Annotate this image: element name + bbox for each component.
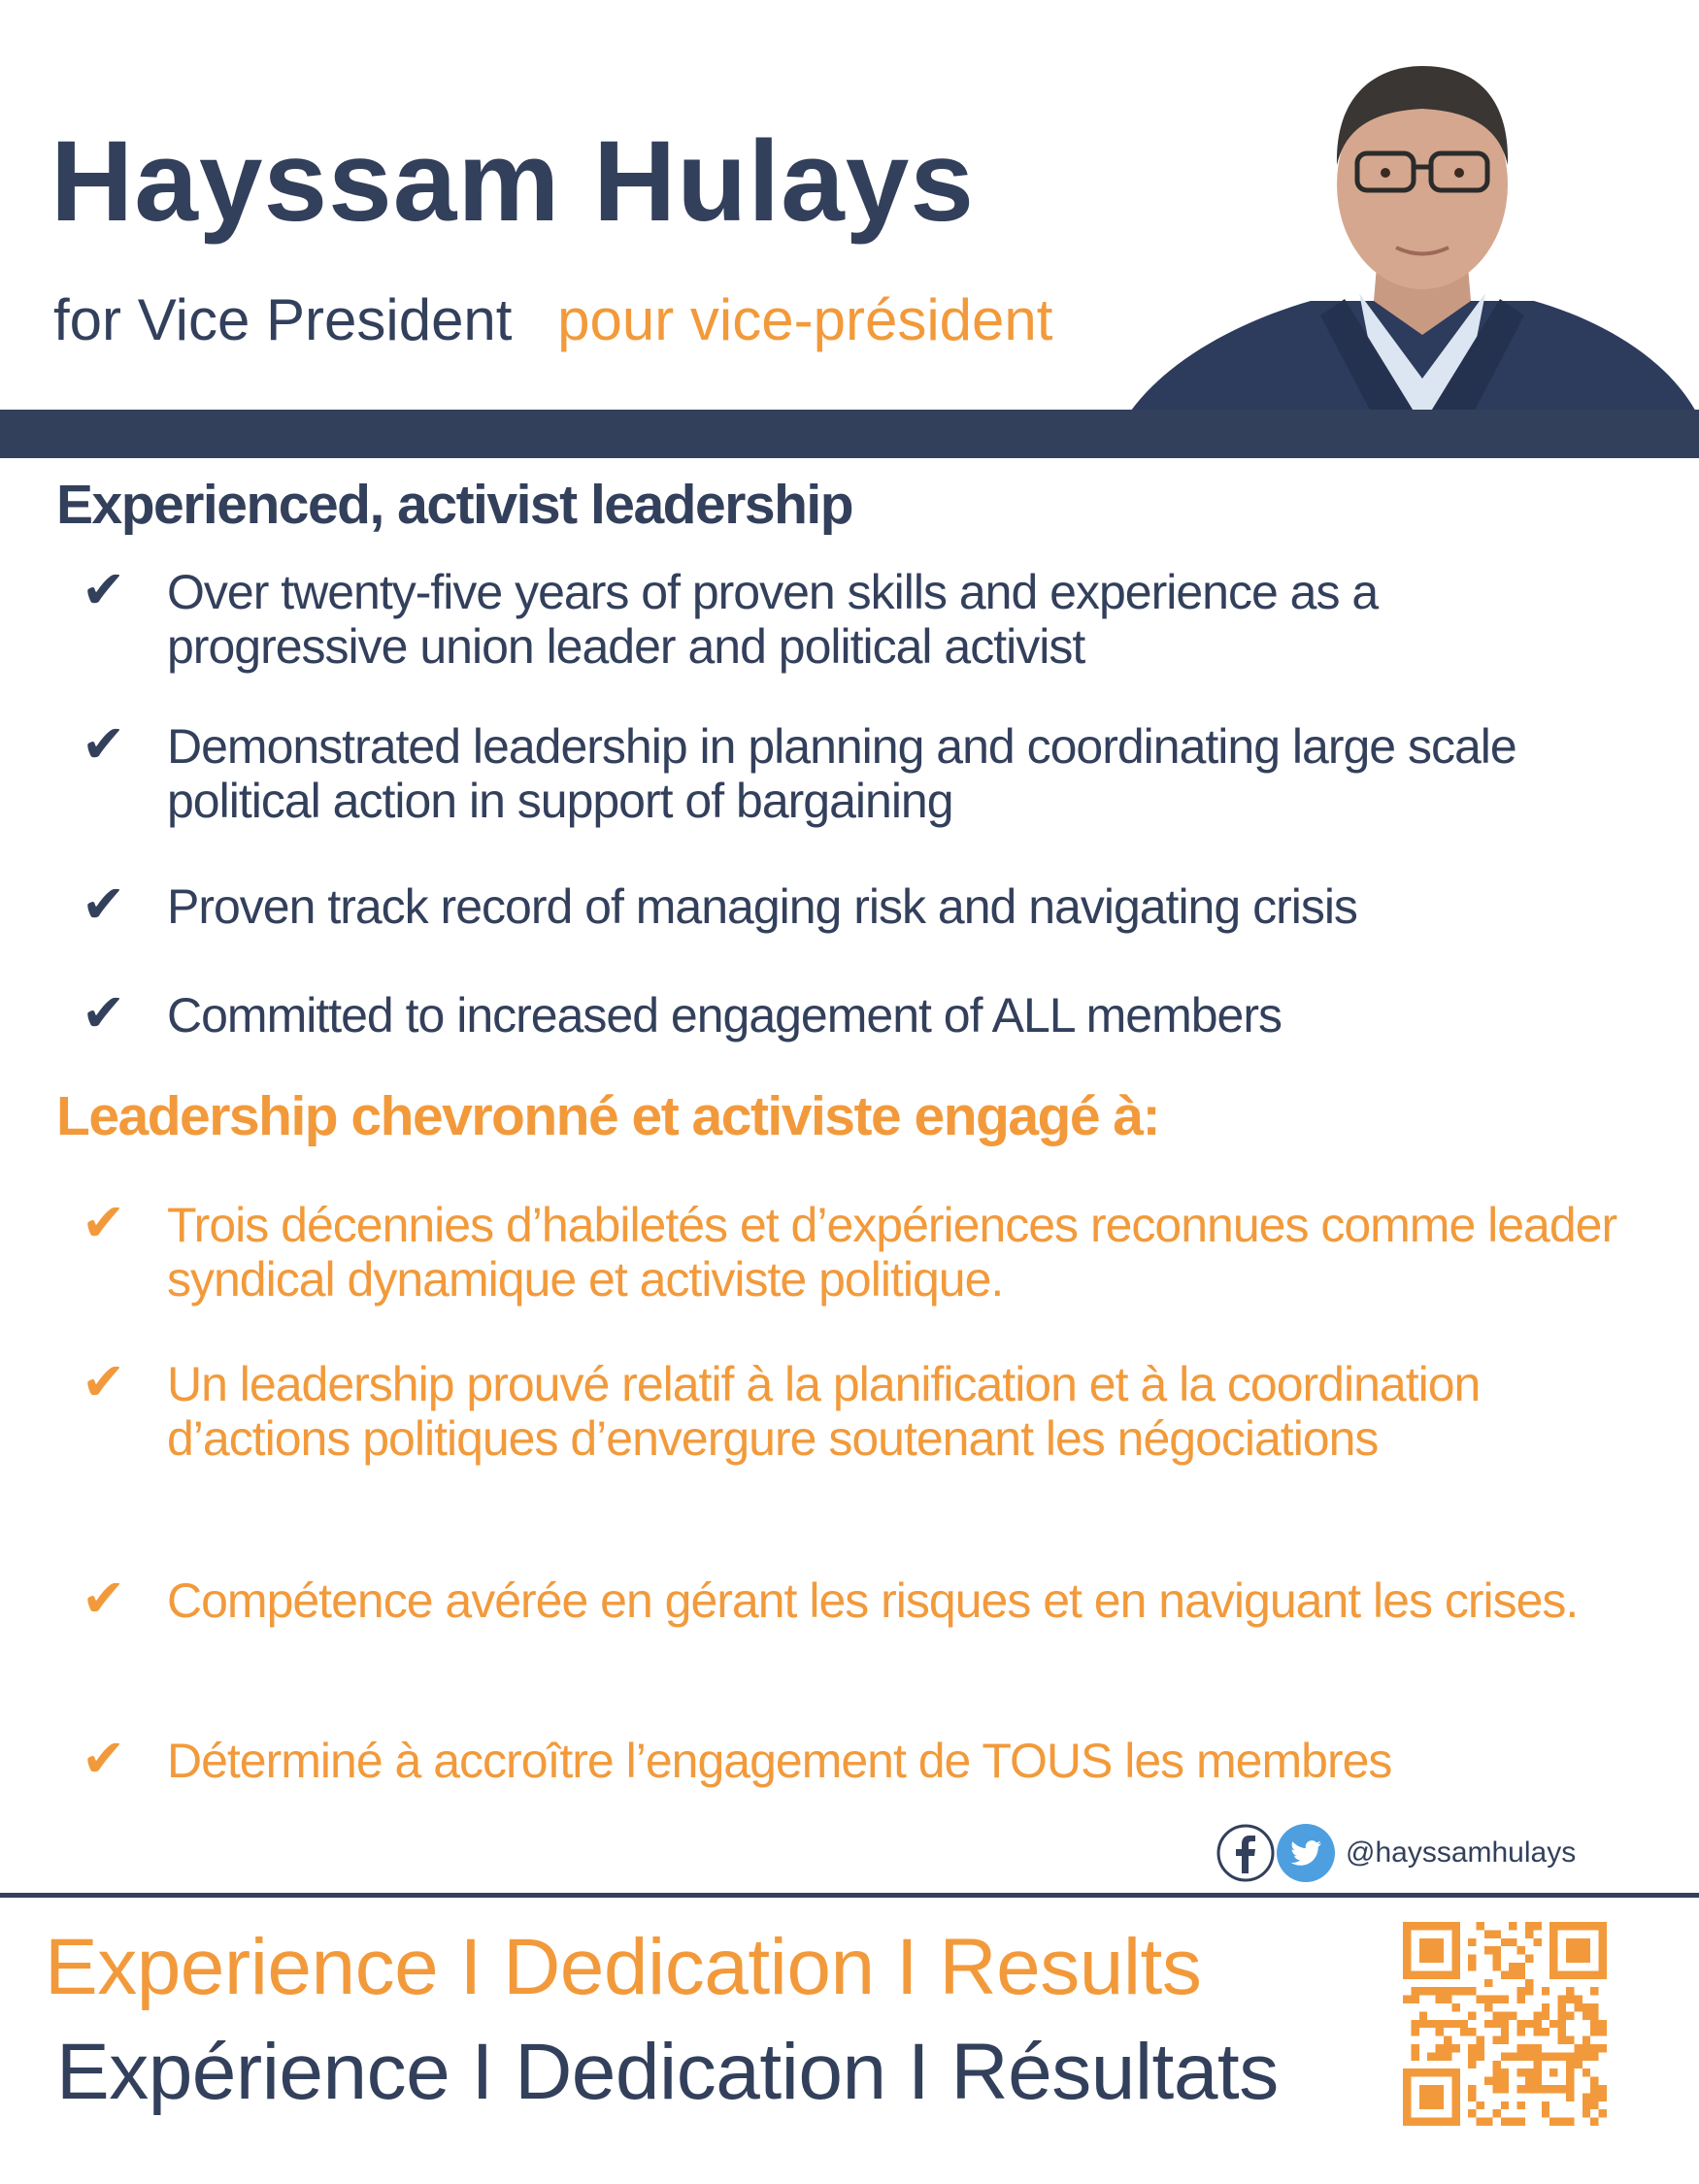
checkmark-icon: ✔ <box>82 982 125 1043</box>
qr-code-icon[interactable] <box>1403 1922 1607 2126</box>
checkmark-icon: ✔ <box>82 1351 125 1412</box>
list-item <box>82 713 1623 828</box>
subtitle-english: for Vice President <box>53 287 513 352</box>
list-item-text: Proven track record of managing risk and navigating crisis <box>167 879 1357 934</box>
french-section-heading: Leadership chevronné et activiste engagé à: <box>56 1085 1160 1147</box>
list-item <box>82 874 1623 935</box>
list-item <box>82 1192 1623 1307</box>
candidate-photo <box>1126 39 1699 417</box>
checkmark-icon: ✔ <box>82 1568 125 1629</box>
social-handle[interactable]: @hayssamhulays <box>1346 1837 1577 1869</box>
header-divider-bar <box>0 410 1699 458</box>
footer-divider <box>0 1893 1699 1898</box>
list-item-text: Compétence avérée en gérant les risques et en naviguant les crises. <box>167 1573 1579 1628</box>
list-item-text: Demonstrated leadership in planning and coordinating large scale political action in support of bargaining <box>167 719 1516 828</box>
checkmark-icon: ✔ <box>82 1728 125 1789</box>
subtitle-french: pour vice-président <box>557 287 1053 352</box>
social-links <box>1216 1823 1576 1883</box>
list-item-text: Over twenty-five years of proven skills and experience as a progressive union leader and political activist <box>167 565 1379 674</box>
checkmark-icon: ✔ <box>82 1192 125 1253</box>
list-item-text: Déterminé à accroître l’engagement de TOUS les membres <box>167 1734 1392 1788</box>
english-section-heading: Experienced, activist leadership <box>56 474 853 536</box>
list-item <box>82 1351 1623 1466</box>
checkmark-icon: ✔ <box>82 874 125 935</box>
list-item <box>82 559 1623 674</box>
checkmark-icon: ✔ <box>82 713 125 775</box>
facebook-icon[interactable] <box>1216 1823 1276 1883</box>
twitter-icon[interactable] <box>1276 1823 1336 1883</box>
list-item <box>82 1568 1623 1629</box>
list-item-text: Un leadership prouvé relatif à la planification et à la coordination d’actions politiques d’envergure soutenant les négociations <box>167 1357 1481 1466</box>
list-item-text: Committed to increased engagement of ALL members <box>167 988 1282 1042</box>
list-item <box>82 1728 1623 1789</box>
list-item-text: Trois décennies d’habiletés et d’expériences reconnues comme leader syndical dynamique et activiste politique. <box>167 1198 1617 1307</box>
candidate-name: Hayssam Hulays <box>50 117 976 246</box>
candidate-subtitle <box>53 287 1053 352</box>
slogan-english: Experience I Dedication I Results <box>45 1923 1202 2011</box>
checkmark-icon: ✔ <box>82 559 125 620</box>
slogan-french: Expérience I Dedication I Résultats <box>56 2028 1279 2116</box>
list-item <box>82 982 1623 1043</box>
